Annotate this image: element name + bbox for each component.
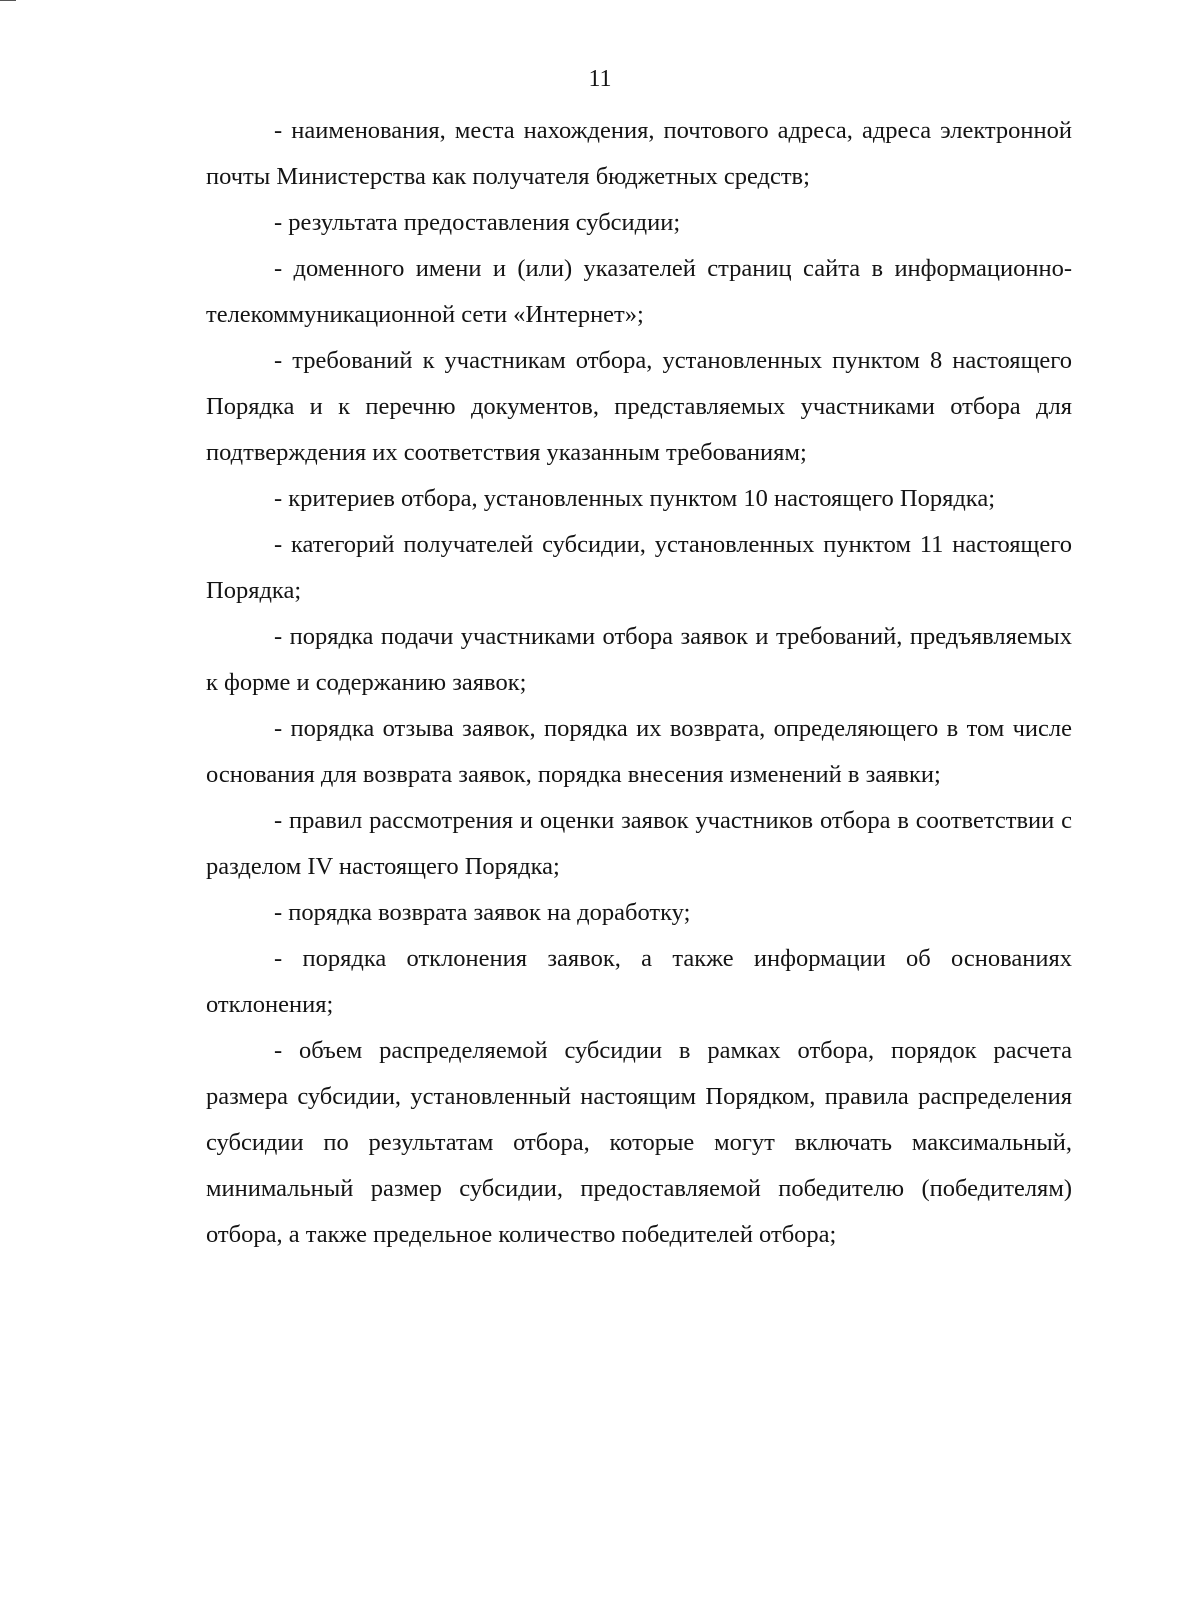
list-item: - порядка возврата заявок на доработку; [274,899,691,926]
list-item: - доменного имени и (или) указателей страниц сайта в информационно-телекоммуникационной сети «Интернет»; [206,255,1072,328]
page-number: 11 [588,66,612,92]
list-item: - порядка отклонения заявок, а также информации об основаниях отклонения; [206,945,1072,1018]
list-item: - объем распределяемой субсидии в рамках отбора, порядок расчета размера субсидии, установленный настоящим Порядком, правила распределения субсидии по результатам отбора, которые могут включать максимальный, минимальный размер субсидии, предоставляемой победителю (победителям) отбора, а также предельное количество победителей отбора; [206,1037,1072,1248]
list-item: - правил рассмотрения и оценки заявок участников отбора в соответствии с разделом IV настоящего Порядка; [206,807,1072,880]
list-item: - результата предоставления субсидии; [274,209,681,236]
list-item: - требований к участникам отбора, установленных пунктом 8 настоящего Порядка и к перечню документов, представляемых участниками отбора для подтверждения их соответствия указанным требованиям; [206,347,1072,466]
list-item: - наименования, места нахождения, почтового адреса, адреса электронной почты Министерства как получателя бюджетных средств; [206,117,1072,190]
document-body [206,108,1072,1258]
scan-edge-mark [0,0,16,1]
list-item: - критериев отбора, установленных пунктом 10 настоящего Порядка; [274,485,996,512]
list-item: - порядка отзыва заявок, порядка их возврата, определяющего в том числе основания для возврата заявок, порядка внесения изменений в заявки; [206,715,1072,788]
list-item: - порядка подачи участниками отбора заявок и требований, предъявляемых к форме и содержанию заявок; [206,623,1072,696]
list-item: - категорий получателей субсидии, установленных пунктом 11 настоящего Порядка; [206,531,1072,604]
